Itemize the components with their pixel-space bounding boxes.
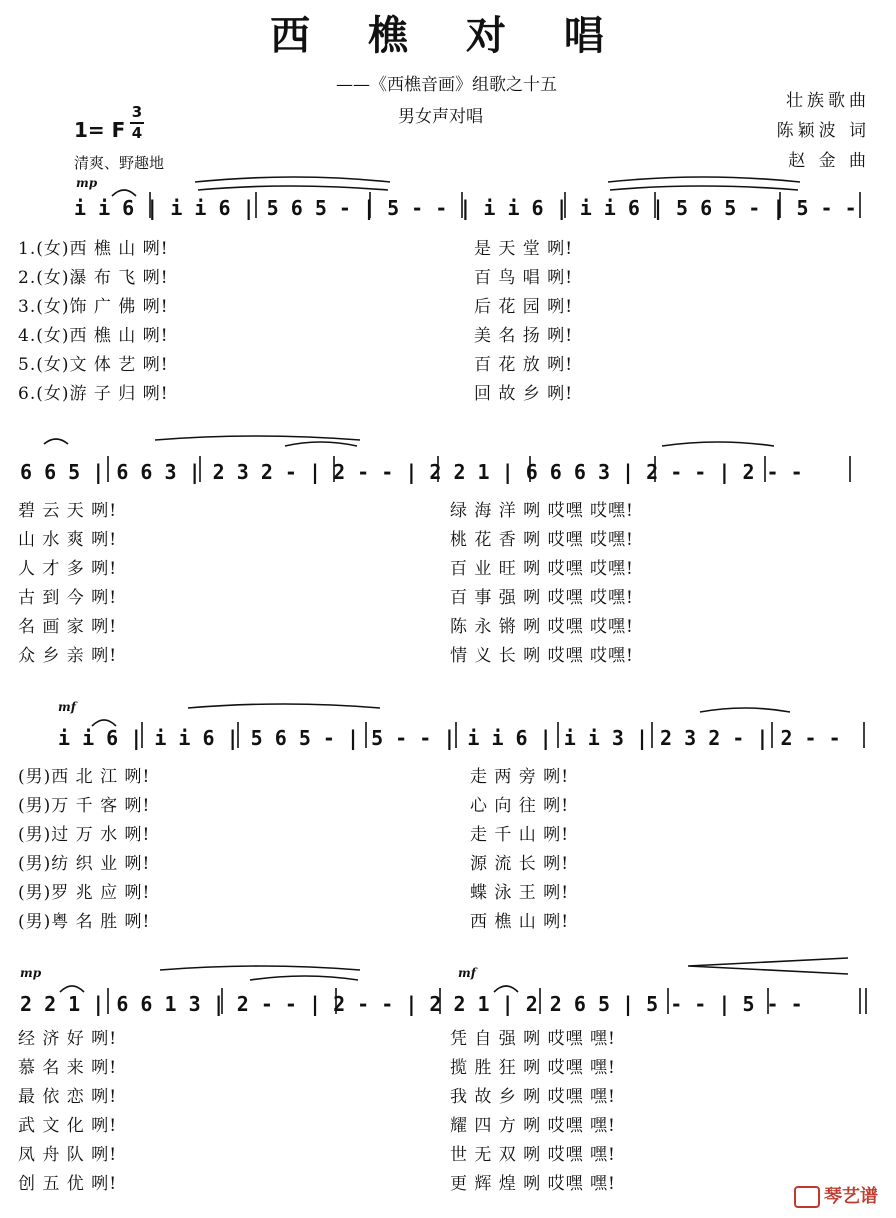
- system-2-lyric-6-left: 众 乡 亲 咧!: [18, 646, 118, 666]
- system-3-lyric-2-right: 心 向 往 咧!: [470, 796, 570, 816]
- system-3-lyric-2-left: (男)万 千 客 咧!: [18, 796, 151, 816]
- system-2-lyric-2-right: 桃 花 香 咧 哎嘿 哎嘿!: [450, 530, 634, 550]
- logo-icon: [794, 1186, 820, 1208]
- credit-genre: 壮族歌曲: [786, 91, 870, 111]
- system-4-lyric-5-left: 凤 舟 队 咧!: [18, 1145, 118, 1165]
- logo-text: 琴艺谱: [824, 1186, 878, 1207]
- system-3-lyric-6-left: (男)粤 名 胜 咧!: [18, 912, 151, 932]
- watermark-logo: [794, 1182, 878, 1208]
- system-4-lyric-1-right: 凭 自 强 咧 哎嘿 嘿!: [450, 1029, 616, 1049]
- subtitle: ——《西樵音画》组歌之十五: [336, 75, 557, 95]
- meter-top: 3: [131, 103, 143, 121]
- system-2-lyric-4-right: 百 事 强 咧 哎嘿 哎嘿!: [450, 588, 634, 608]
- system-1-notes: i i 6 | i i 6 | 5 6 5 - | 5 - - | i i 6 | i i 6 | 5 6 5 - | 5 - -: [74, 196, 857, 220]
- performance-note: 男女声对唱: [398, 107, 483, 127]
- system-4-lyric-2-right: 揽 胜 狂 咧 哎嘿 嘿!: [450, 1058, 616, 1078]
- meter-bottom: 4: [131, 124, 143, 142]
- system-1-lyric-6-left: 6.(女)游 子 归 咧!: [18, 384, 169, 404]
- system-2-lyric-5-left: 名 画 家 咧!: [18, 617, 118, 637]
- system-3-lyric-5-right: 蝶 泳 王 咧!: [470, 883, 570, 903]
- system-4-lyric-3-left: 最 依 恋 咧!: [18, 1087, 118, 1107]
- system-1-lyric-1-right: 是 天 堂 咧!: [474, 239, 574, 259]
- system-4-lyric-4-right: 耀 四 方 咧 哎嘿 嘿!: [450, 1116, 616, 1136]
- system-1-lyric-4-left: 4.(女)西 樵 山 咧!: [18, 326, 169, 346]
- credit-lyricist: 陈颖波 词: [776, 121, 870, 141]
- system-1-lyric-4-right: 美 名 扬 咧!: [474, 326, 574, 346]
- system-4-lyric-2-left: 慕 名 来 咧!: [18, 1058, 118, 1078]
- dynamic-mf-2: mf: [458, 966, 476, 980]
- dynamic-mp-1: mp: [76, 176, 98, 190]
- system-4-lyric-3-right: 我 故 乡 咧 哎嘿 嘿!: [450, 1087, 616, 1107]
- system-4-lyric-6-left: 创 五 优 咧!: [18, 1174, 118, 1194]
- system-3-lyric-4-right: 源 流 长 咧!: [470, 854, 570, 874]
- system-2-lyric-3-right: 百 业 旺 咧 哎嘿 哎嘿!: [450, 559, 634, 579]
- system-3-notes: i i 6 | i i 6 | 5 6 5 - | 5 - - | i i 6 | i i 3 | 2 3 2 - | 2 - -: [58, 726, 841, 750]
- dynamic-mp-2: mp: [20, 966, 42, 980]
- system-2-lyric-4-left: 古 到 今 咧!: [18, 588, 118, 608]
- system-2-lyric-1-right: 绿 海 洋 咧 哎嘿 哎嘿!: [450, 501, 634, 521]
- system-3-lyric-3-right: 走 千 山 咧!: [470, 825, 570, 845]
- system-3-lyric-6-right: 西 樵 山 咧!: [470, 912, 570, 932]
- system-3-lyric-4-left: (男)纺 织 业 咧!: [18, 854, 151, 874]
- system-4-lyric-4-left: 武 文 化 咧!: [18, 1116, 118, 1136]
- system-4-lyric-5-right: 世 无 双 咧 哎嘿 嘿!: [450, 1145, 616, 1165]
- system-2-lyric-5-right: 陈 永 锵 咧 哎嘿 哎嘿!: [450, 617, 634, 637]
- system-1-lyric-3-right: 后 花 园 咧!: [474, 297, 574, 317]
- system-1-lyric-2-right: 百 鸟 唱 咧!: [474, 268, 574, 288]
- system-1-lyric-3-left: 3.(女)饰 广 佛 咧!: [18, 297, 169, 317]
- system-2-lyric-3-left: 人 才 多 咧!: [18, 559, 118, 579]
- system-3-lyric-1-left: (男)西 北 江 咧!: [18, 767, 151, 787]
- system-3-lyric-3-left: (男)过 万 水 咧!: [18, 825, 151, 845]
- system-3-lyric-1-right: 走 两 旁 咧!: [470, 767, 570, 787]
- system-4-notes: 2 2 1 | 6 6 1 3 | 2 - - | 2 - - | 2 2 1 | 2 2 6 5 | 5 - - | 5 - -: [20, 992, 803, 1016]
- song-title: 西 樵 对 唱: [270, 12, 626, 59]
- key-signature: 1= F: [74, 118, 126, 142]
- system-1-lyric-5-right: 百 花 放 咧!: [474, 355, 574, 375]
- tempo-marking: 清爽、野趣地: [74, 154, 165, 172]
- credit-composer: 赵 金 曲: [788, 151, 870, 171]
- system-3-lyric-5-left: (男)罗 兆 应 咧!: [18, 883, 151, 903]
- system-4-lyric-6-right: 更 辉 煌 咧 哎嘿 嘿!: [450, 1174, 616, 1194]
- system-1-lyric-5-left: 5.(女)文 体 艺 咧!: [18, 355, 169, 375]
- system-1-lyric-1-left: 1.(女)西 樵 山 咧!: [18, 239, 169, 259]
- system-2-lyric-6-right: 情 义 长 咧 哎嘿 哎嘿!: [450, 646, 634, 666]
- system-4-lyric-1-left: 经 济 好 咧!: [18, 1029, 118, 1049]
- system-2-lyric-2-left: 山 水 爽 咧!: [18, 530, 118, 550]
- system-2-lyric-1-left: 碧 云 天 咧!: [18, 501, 118, 521]
- system-2-notes: 6 6 5 | 6 6 3 | 2 3 2 - | 2 - - | 2 2 1 | 6 6 6 3 | 2 - - | 2 - -: [20, 460, 803, 484]
- system-1-lyric-6-right: 回 故 乡 咧!: [474, 384, 574, 404]
- system-1-lyric-2-left: 2.(女)瀑 布 飞 咧!: [18, 268, 169, 288]
- dynamic-mf-1: mf: [58, 700, 76, 714]
